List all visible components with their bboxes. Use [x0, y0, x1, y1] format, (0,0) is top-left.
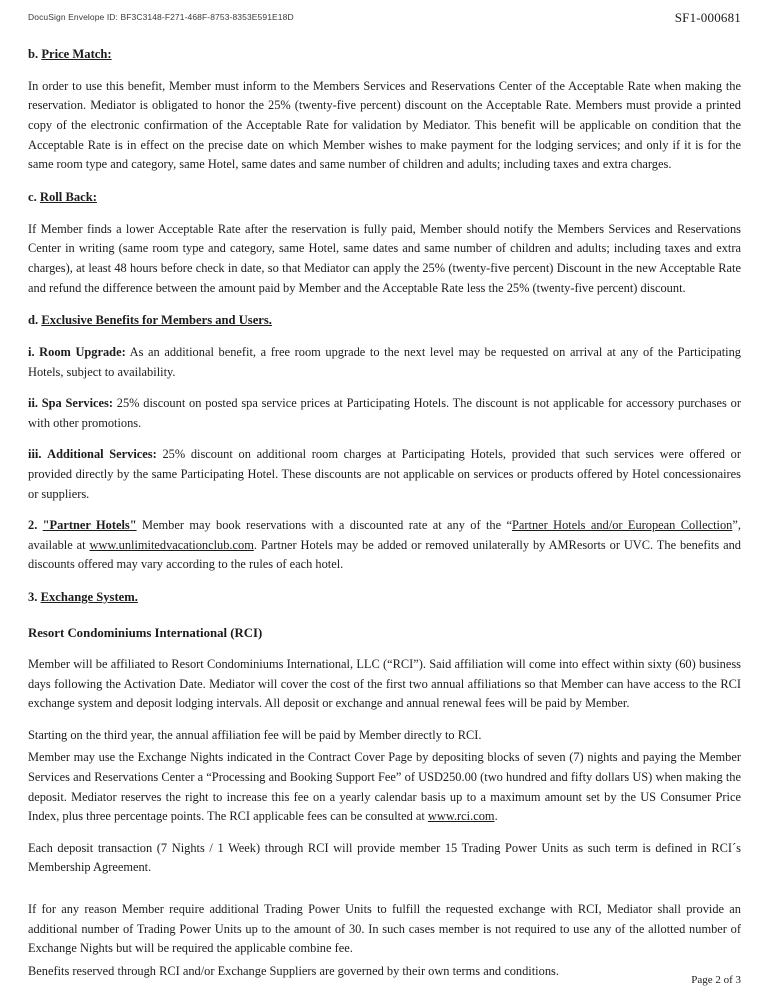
- price-match-label: b.: [28, 47, 39, 61]
- roll-back-body: If Member finds a lower Acceptable Rate after the reservation is fully paid, Member should notify the Members Services and Reservations Center in writing (same room type and category, same Hotel, same dates and same number of children and adults; including taxes and extra charges), at least 48 hours before check in date, so that Mediator can apply the 25% (twenty-five percent) Discount in the new Acceptable Rate and refund the difference between the amount paid by Member and the Acceptable Rate less the 25% (twenty-five percent) discount.: [28, 221, 741, 295]
- room-upgrade-label: i.: [28, 345, 35, 360]
- exclusive-benefits-heading: Exclusive Benefits for Members and Users.: [41, 313, 272, 328]
- benefit-item-spa-services: [28, 394, 741, 433]
- spa-services-title: Spa Services:: [41, 396, 113, 411]
- partner-hotels-body-2: ”, available at: [28, 518, 741, 552]
- rci-title: Resort Condominiums International (RCI): [28, 625, 263, 640]
- section-heading-roll-back: [28, 188, 741, 208]
- rci-website-link[interactable]: www.rci.com: [427, 809, 495, 824]
- room-upgrade-title: Room Upgrade:: [39, 345, 126, 360]
- partner-hotels-paragraph: [28, 516, 741, 575]
- partner-hotels-label: 2.: [28, 518, 38, 533]
- benefit-item-additional-services: [28, 445, 741, 504]
- docusign-envelope-id: DocuSign Envelope ID: BF3C3148-F271-468F-8753-8353E591E18D: [28, 12, 294, 22]
- rci-paragraph-4: Each deposit transaction (7 Nights / 1 Week) through RCI will provide member 15 Trading Power Units as such term is defined in RCI´s Membership Agreement.: [28, 840, 741, 875]
- exclusive-benefits-label: d.: [28, 313, 39, 328]
- partner-hotels-heading: "Partner Hotels": [42, 518, 137, 533]
- spa-services-body: 25% discount on posted spa service prices at Participating Hotels. The discount is not applicable for accessory purchases or with other promotions.: [28, 396, 741, 430]
- rci-paragraph-1: Member will be affiliated to Resort Condominiums International, LLC (“RCI”). Said affiliation will come into effect within sixty (60) business days following the Activation Date. Mediator will cover the cost of the first two annual affiliations so that Member can have access to the RCI exchange system and deposit lodging intervals. All deposit or exchange and annual renewal fees will be paid by Member.: [28, 657, 741, 711]
- rci-paragraph-2: Starting on the third year, the annual affiliation fee will be paid by Member directly to RCI.: [28, 727, 482, 742]
- partner-hotels-collection-link[interactable]: Partner Hotels and/or European Collection: [511, 518, 733, 533]
- uvc-website-link[interactable]: www.unlimitedvacationclub.com: [89, 537, 254, 552]
- document-code: SF1-000681: [674, 10, 741, 25]
- rci-paragraph-3-text-a: Member may use the Exchange Nights indicated in the Contract Cover Page by depositing blocks of seven (7) nights and paying the Member Services and Reservations Center a “Processing and Booking Support Fee” of USD250.00 (two hundred and fifty dollars US) when making the deposit. Mediator reserves the right to increase this fee on a yearly calendar basis up to a maximum amount set by the US Consumer Price Index, plus three percentage points. The RCI applicable fees can be consulted at: [28, 750, 741, 824]
- page-header: [28, 10, 741, 32]
- benefit-item-room-upgrade: [28, 343, 741, 382]
- additional-services-title: Additional Services:: [47, 447, 157, 462]
- spa-services-label: ii.: [28, 396, 38, 411]
- section-heading-price-match: [28, 45, 741, 65]
- room-upgrade-body: As an additional benefit, a free room upgrade to the next level may be requested on arrival at any of the Participating Hotels, subject to availability.: [28, 345, 741, 379]
- roll-back-label: c.: [28, 189, 37, 204]
- exchange-system-label: 3.: [28, 589, 38, 604]
- additional-services-body: 25% discount on additional room charges at Participating Hotels, provided that such services were offered or provided directly by the same Participating Hotel. These discounts are not applicable on services or products offered by Hotel concessionaires or suppliers.: [28, 447, 741, 501]
- partner-hotels-body-3: . Partner Hotels may be added or removed unilaterally by AMResorts or UVC. The benefits and discounts offered may vary according to the rules of each hotel.: [28, 537, 741, 572]
- rci-paragraph-5: If for any reason Member require additional Trading Power Units to fulfill the requested exchange with RCI, Mediator shall provide an additional number of Trading Power Units up to the amount of 30. In such cases member is not required to use any of the allotted number of Exchange Nights but will be required the applicable combine fee.: [28, 902, 741, 956]
- rci-paragraph-3-text-b: .: [494, 809, 498, 824]
- price-match-heading: Price Match:: [41, 47, 112, 61]
- partner-hotels-body-1: Member may book reservations with a discounted rate at any of the “: [141, 518, 512, 533]
- rci-paragraph-6: Benefits reserved through RCI and/or Exchange Suppliers are governed by their own terms and conditions.: [28, 963, 559, 978]
- page-footer: Page 2 of 3: [691, 974, 741, 986]
- section-heading-exclusive-benefits: [28, 311, 741, 331]
- roll-back-heading: Roll Back:: [39, 189, 97, 204]
- price-match-body: In order to use this benefit, Member must inform to the Members Services and Reservations Center of the Acceptable Rate when making the reservation. Mediator is obligated to honor the 25% (twenty-five percent) discount on the Acceptable Rate. Members must provide a printed copy of the electronic confirmation of the Acceptable Rate for validation by Mediator. This benefit will be applicable on condition that the Acceptable Rate is in effect on the precise date on which Member wishes to make payment for the lodging services; and only if it is for the same room type and category, same Hotel, same dates and same number of children and adults; including taxes and extra charges.: [28, 78, 741, 172]
- exchange-system-heading: Exchange System.: [40, 589, 138, 604]
- rci-paragraph-3: [28, 748, 741, 826]
- additional-services-label: iii.: [28, 447, 42, 462]
- document-body: [28, 45, 741, 981]
- section-heading-exchange-system: [28, 588, 741, 608]
